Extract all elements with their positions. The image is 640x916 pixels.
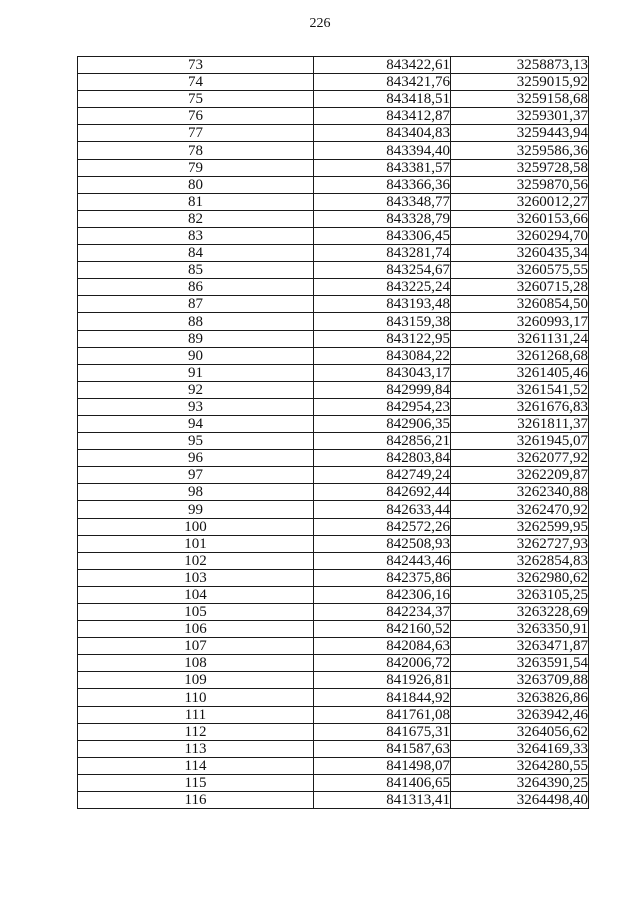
table-row xyxy=(78,381,589,398)
y-coordinate-cell: 3259443,94 xyxy=(451,125,589,142)
y-coordinate-cell: 3260715,28 xyxy=(451,279,589,296)
x-coordinate-cell: 842954,23 xyxy=(314,398,451,415)
x-coordinate-cell: 841313,41 xyxy=(314,792,451,809)
x-coordinate-cell: 843225,24 xyxy=(314,279,451,296)
y-coordinate-cell: 3259870,56 xyxy=(451,176,589,193)
x-coordinate-cell: 843404,83 xyxy=(314,125,451,142)
table-row xyxy=(78,774,589,791)
point-number-cell: 85 xyxy=(78,262,314,279)
y-coordinate-cell: 3264280,55 xyxy=(451,757,589,774)
y-coordinate-cell: 3261945,07 xyxy=(451,433,589,450)
y-coordinate-cell: 3260854,50 xyxy=(451,296,589,313)
x-coordinate-cell: 843281,74 xyxy=(314,245,451,262)
x-coordinate-cell: 843394,40 xyxy=(314,142,451,159)
table-row xyxy=(78,586,589,603)
y-coordinate-cell: 3262209,87 xyxy=(451,467,589,484)
table-row xyxy=(78,108,589,125)
page-number: 226 xyxy=(309,16,331,31)
y-coordinate-cell: 3261131,24 xyxy=(451,330,589,347)
x-coordinate-cell: 842749,24 xyxy=(314,467,451,484)
y-coordinate-cell: 3264390,25 xyxy=(451,774,589,791)
table-row xyxy=(78,91,589,108)
x-coordinate-cell: 842999,84 xyxy=(314,381,451,398)
x-coordinate-cell: 843366,36 xyxy=(314,176,451,193)
table-row xyxy=(78,262,589,279)
point-number-cell: 76 xyxy=(78,108,314,125)
y-coordinate-cell: 3263942,46 xyxy=(451,706,589,723)
x-coordinate-cell: 843306,45 xyxy=(314,227,451,244)
y-coordinate-cell: 3263591,54 xyxy=(451,655,589,672)
point-number-cell: 93 xyxy=(78,398,314,415)
point-number-cell: 99 xyxy=(78,501,314,518)
point-number-cell: 89 xyxy=(78,330,314,347)
y-coordinate-cell: 3261676,83 xyxy=(451,398,589,415)
y-coordinate-cell: 3263826,86 xyxy=(451,689,589,706)
y-coordinate-cell: 3262727,93 xyxy=(451,535,589,552)
point-number-cell: 80 xyxy=(78,176,314,193)
table-row xyxy=(78,347,589,364)
x-coordinate-cell: 843418,51 xyxy=(314,91,451,108)
coordinates-table-body xyxy=(78,57,589,809)
y-coordinate-cell: 3259728,58 xyxy=(451,159,589,176)
point-number-cell: 95 xyxy=(78,433,314,450)
y-coordinate-cell: 3259158,68 xyxy=(451,91,589,108)
table-row xyxy=(78,792,589,809)
y-coordinate-cell: 3259301,37 xyxy=(451,108,589,125)
table-row xyxy=(78,569,589,586)
x-coordinate-cell: 842803,84 xyxy=(314,450,451,467)
table-row xyxy=(78,193,589,210)
table-row xyxy=(78,125,589,142)
table-row xyxy=(78,518,589,535)
x-coordinate-cell: 841587,63 xyxy=(314,740,451,757)
y-coordinate-cell: 3262599,95 xyxy=(451,518,589,535)
y-coordinate-cell: 3261268,68 xyxy=(451,347,589,364)
y-coordinate-cell: 3264169,33 xyxy=(451,740,589,757)
point-number-cell: 88 xyxy=(78,313,314,330)
x-coordinate-cell: 843084,22 xyxy=(314,347,451,364)
point-number-cell: 79 xyxy=(78,159,314,176)
point-number-cell: 98 xyxy=(78,484,314,501)
table-row xyxy=(78,757,589,774)
table-row xyxy=(78,535,589,552)
table-row xyxy=(78,689,589,706)
x-coordinate-cell: 842375,86 xyxy=(314,569,451,586)
point-number-cell: 78 xyxy=(78,142,314,159)
y-coordinate-cell: 3263228,69 xyxy=(451,604,589,621)
x-coordinate-cell: 842160,52 xyxy=(314,621,451,638)
table-row xyxy=(78,279,589,296)
table-row xyxy=(78,467,589,484)
x-coordinate-cell: 843421,76 xyxy=(314,74,451,91)
y-coordinate-cell: 3262854,83 xyxy=(451,552,589,569)
point-number-cell: 103 xyxy=(78,569,314,586)
y-coordinate-cell: 3261541,52 xyxy=(451,381,589,398)
table-row xyxy=(78,484,589,501)
y-coordinate-cell: 3259586,36 xyxy=(451,142,589,159)
y-coordinate-cell: 3261811,37 xyxy=(451,415,589,432)
x-coordinate-cell: 842306,16 xyxy=(314,586,451,603)
table-row xyxy=(78,176,589,193)
point-number-cell: 83 xyxy=(78,227,314,244)
point-number-cell: 106 xyxy=(78,621,314,638)
table-row xyxy=(78,57,589,74)
table-row xyxy=(78,706,589,723)
x-coordinate-cell: 843412,87 xyxy=(314,108,451,125)
y-coordinate-cell: 3263709,88 xyxy=(451,672,589,689)
y-coordinate-cell: 3262980,62 xyxy=(451,569,589,586)
x-coordinate-cell: 842084,63 xyxy=(314,638,451,655)
table-row xyxy=(78,501,589,518)
x-coordinate-cell: 843193,48 xyxy=(314,296,451,313)
table-row xyxy=(78,313,589,330)
table-row xyxy=(78,364,589,381)
table-row xyxy=(78,621,589,638)
x-coordinate-cell: 843422,61 xyxy=(314,57,451,74)
table-row xyxy=(78,398,589,415)
x-coordinate-cell: 843328,79 xyxy=(314,210,451,227)
table-row xyxy=(78,552,589,569)
table-row xyxy=(78,672,589,689)
point-number-cell: 90 xyxy=(78,347,314,364)
point-number-cell: 104 xyxy=(78,586,314,603)
table-row xyxy=(78,296,589,313)
x-coordinate-cell: 841675,31 xyxy=(314,723,451,740)
y-coordinate-cell: 3261405,46 xyxy=(451,364,589,381)
y-coordinate-cell: 3258873,13 xyxy=(451,57,589,74)
point-number-cell: 110 xyxy=(78,689,314,706)
x-coordinate-cell: 841498,07 xyxy=(314,757,451,774)
y-coordinate-cell: 3263105,25 xyxy=(451,586,589,603)
y-coordinate-cell: 3263350,91 xyxy=(451,621,589,638)
table-row xyxy=(78,638,589,655)
table-row xyxy=(78,330,589,347)
point-number-cell: 75 xyxy=(78,91,314,108)
x-coordinate-cell: 842572,26 xyxy=(314,518,451,535)
point-number-cell: 101 xyxy=(78,535,314,552)
point-number-cell: 102 xyxy=(78,552,314,569)
point-number-cell: 113 xyxy=(78,740,314,757)
table-row xyxy=(78,159,589,176)
point-number-cell: 82 xyxy=(78,210,314,227)
y-coordinate-cell: 3260575,55 xyxy=(451,262,589,279)
coordinates-table xyxy=(77,56,589,809)
point-number-cell: 105 xyxy=(78,604,314,621)
x-coordinate-cell: 841926,81 xyxy=(314,672,451,689)
x-coordinate-cell: 841844,92 xyxy=(314,689,451,706)
point-number-cell: 100 xyxy=(78,518,314,535)
y-coordinate-cell: 3262470,92 xyxy=(451,501,589,518)
point-number-cell: 97 xyxy=(78,467,314,484)
point-number-cell: 84 xyxy=(78,245,314,262)
y-coordinate-cell: 3260153,66 xyxy=(451,210,589,227)
y-coordinate-cell: 3260012,27 xyxy=(451,193,589,210)
y-coordinate-cell: 3259015,92 xyxy=(451,74,589,91)
y-coordinate-cell: 3262077,92 xyxy=(451,450,589,467)
table-row xyxy=(78,210,589,227)
x-coordinate-cell: 842443,46 xyxy=(314,552,451,569)
point-number-cell: 109 xyxy=(78,672,314,689)
x-coordinate-cell: 842006,72 xyxy=(314,655,451,672)
point-number-cell: 77 xyxy=(78,125,314,142)
point-number-cell: 87 xyxy=(78,296,314,313)
x-coordinate-cell: 842856,21 xyxy=(314,433,451,450)
y-coordinate-cell: 3260435,34 xyxy=(451,245,589,262)
x-coordinate-cell: 843122,95 xyxy=(314,330,451,347)
y-coordinate-cell: 3260993,17 xyxy=(451,313,589,330)
x-coordinate-cell: 843348,77 xyxy=(314,193,451,210)
point-number-cell: 86 xyxy=(78,279,314,296)
table-row xyxy=(78,433,589,450)
y-coordinate-cell: 3264056,62 xyxy=(451,723,589,740)
point-number-cell: 112 xyxy=(78,723,314,740)
x-coordinate-cell: 842633,44 xyxy=(314,501,451,518)
point-number-cell: 107 xyxy=(78,638,314,655)
point-number-cell: 73 xyxy=(78,57,314,74)
table-row xyxy=(78,450,589,467)
point-number-cell: 74 xyxy=(78,74,314,91)
y-coordinate-cell: 3263471,87 xyxy=(451,638,589,655)
point-number-cell: 108 xyxy=(78,655,314,672)
x-coordinate-cell: 841406,65 xyxy=(314,774,451,791)
table-row xyxy=(78,74,589,91)
point-number-cell: 115 xyxy=(78,774,314,791)
y-coordinate-cell: 3260294,70 xyxy=(451,227,589,244)
table-row xyxy=(78,655,589,672)
x-coordinate-cell: 843381,57 xyxy=(314,159,451,176)
table-row xyxy=(78,604,589,621)
x-coordinate-cell: 843043,17 xyxy=(314,364,451,381)
table-row xyxy=(78,227,589,244)
y-coordinate-cell: 3264498,40 xyxy=(451,792,589,809)
point-number-cell: 114 xyxy=(78,757,314,774)
x-coordinate-cell: 842906,35 xyxy=(314,415,451,432)
table-row xyxy=(78,245,589,262)
x-coordinate-cell: 843159,38 xyxy=(314,313,451,330)
table-row xyxy=(78,723,589,740)
x-coordinate-cell: 842234,37 xyxy=(314,604,451,621)
table-row xyxy=(78,740,589,757)
point-number-cell: 91 xyxy=(78,364,314,381)
y-coordinate-cell: 3262340,88 xyxy=(451,484,589,501)
point-number-cell: 116 xyxy=(78,792,314,809)
x-coordinate-cell: 842692,44 xyxy=(314,484,451,501)
point-number-cell: 96 xyxy=(78,450,314,467)
x-coordinate-cell: 842508,93 xyxy=(314,535,451,552)
point-number-cell: 81 xyxy=(78,193,314,210)
table-row xyxy=(78,415,589,432)
point-number-cell: 92 xyxy=(78,381,314,398)
table-row xyxy=(78,142,589,159)
x-coordinate-cell: 841761,08 xyxy=(314,706,451,723)
point-number-cell: 111 xyxy=(78,706,314,723)
x-coordinate-cell: 843254,67 xyxy=(314,262,451,279)
point-number-cell: 94 xyxy=(78,415,314,432)
